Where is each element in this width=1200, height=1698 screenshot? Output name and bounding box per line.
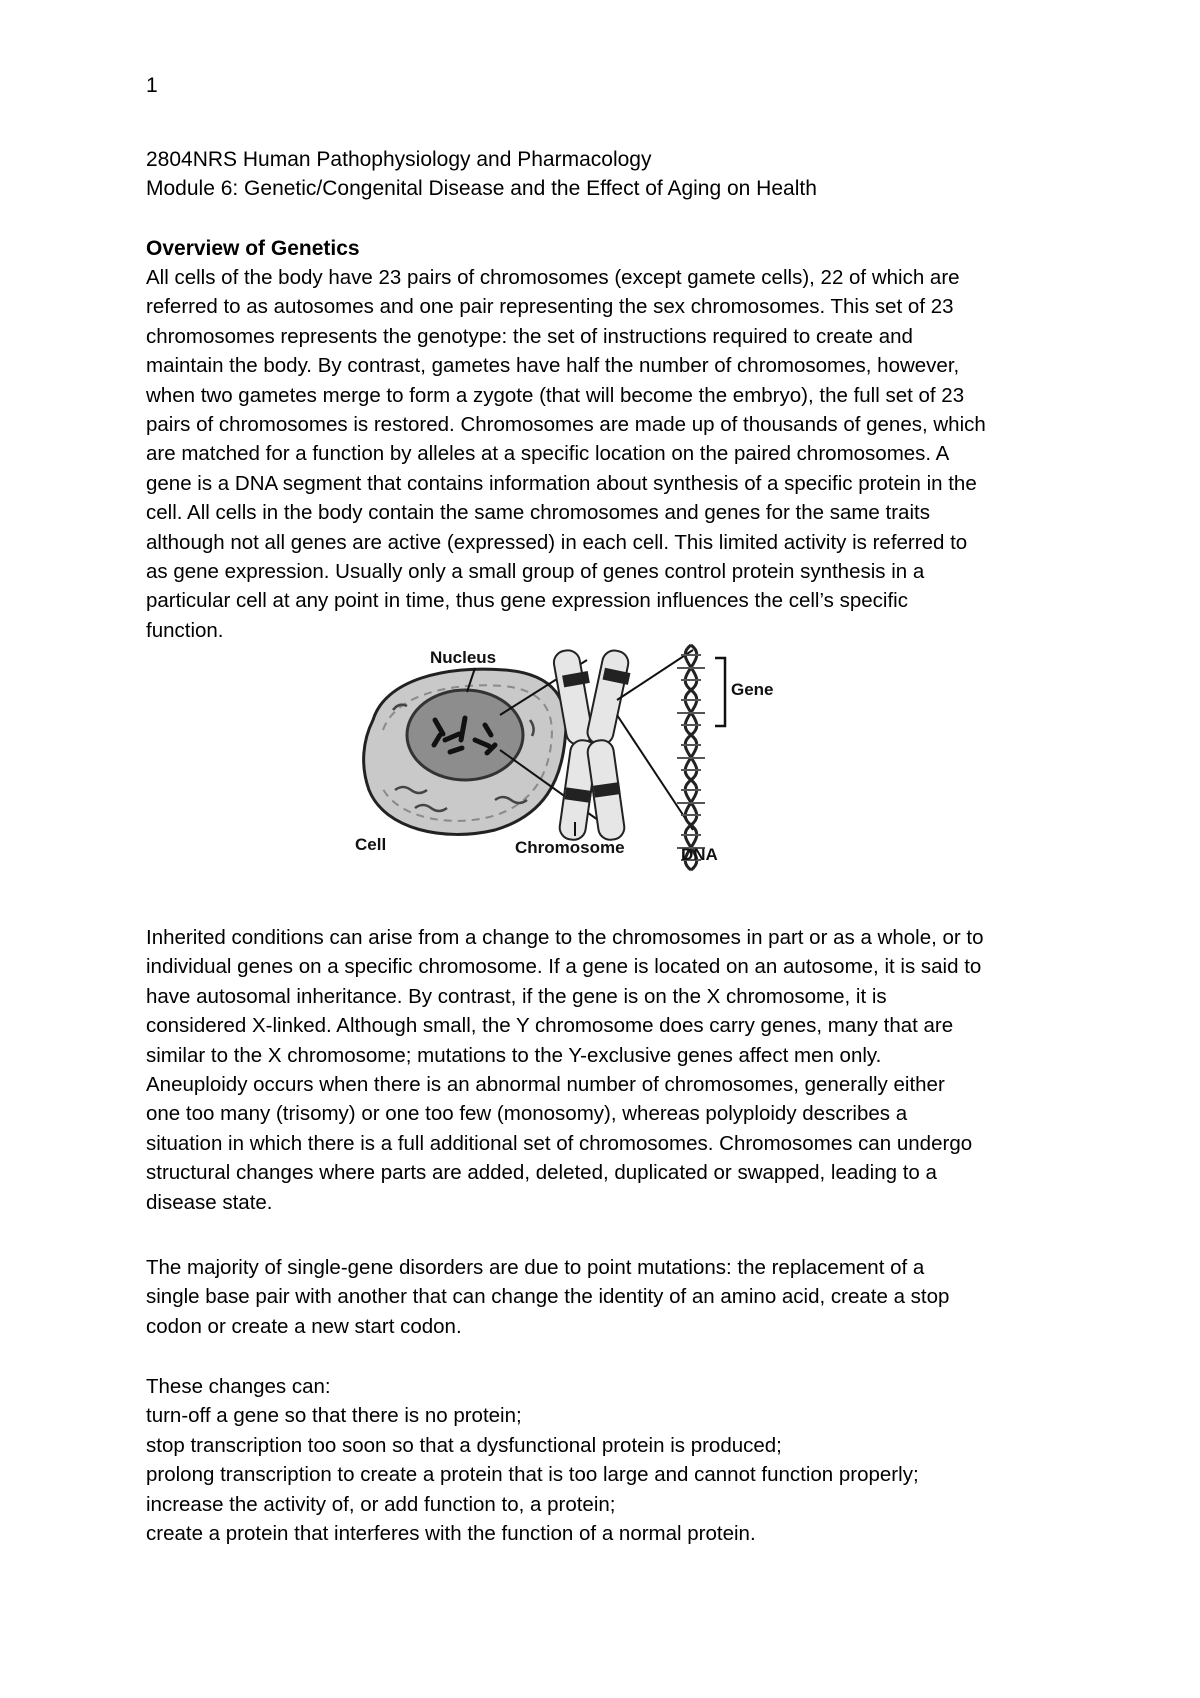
list-item: create a protein that interferes with the function of a normal protein. <box>146 1522 756 1546</box>
text-line: gene is a DNA segment that contains information about synthesis of a specific protein in the <box>146 471 977 495</box>
course-title: 2804NRS Human Pathophysiology and Pharmacology <box>146 148 652 171</box>
text-line: codon or create a new start codon. <box>146 1314 462 1338</box>
module-title: Module 6: Genetic/Congenital Disease and the Effect of Aging on Health <box>146 177 817 200</box>
nucleus-shape <box>407 690 523 780</box>
list-item: prolong transcription to create a protein that is too large and cannot function properly; <box>146 1463 919 1487</box>
label-chromosome: Chromosome <box>515 838 625 857</box>
page-number: 1 <box>146 74 158 97</box>
paragraph-point-mutations <box>146 1253 1076 1341</box>
text-line: pairs of chromosomes is restored. Chromosomes are made up of thousands of genes, which <box>146 413 986 437</box>
text-line: maintain the body. By contrast, gametes have half the number of chromosomes, however, <box>146 354 960 378</box>
list-item: increase the activity of, or add function to, a protein; <box>146 1492 616 1516</box>
text-line: The majority of single-gene disorders are due to point mutations: the replacement of a <box>146 1256 925 1279</box>
figure-illustration <box>355 640 825 885</box>
text-line: one too many (trisomy) or one too few (monosomy), whereas polyploidy describes a <box>146 1102 908 1126</box>
text-line: considered X-linked. Although small, the Y chromosome does carry genes, many that are <box>146 1014 954 1038</box>
text-line: All cells of the body have 23 pairs of chromosomes (except gamete cells), 22 of which are <box>146 266 960 289</box>
text-line: referred to as autosomes and one pair representing the sex chromosomes. This set of 23 <box>146 295 954 319</box>
text-line: These changes can: <box>146 1375 331 1398</box>
text-line: situation in which there is a full additional set of chromosomes. Chromosomes can undergo <box>146 1131 973 1155</box>
label-cell: Cell <box>355 835 387 854</box>
label-gene: Gene <box>731 680 774 699</box>
text-line: disease state. <box>146 1190 273 1214</box>
paragraph-changes-list <box>146 1372 1076 1548</box>
text-line: individual genes on a specific chromosome. If a gene is located on an autosome, it is said to <box>146 955 982 979</box>
gene-bracket <box>715 658 725 726</box>
paragraph-inherited-conditions <box>146 923 1076 1217</box>
text-line: structural changes where parts are added, deleted, duplicated or swapped, leading to a <box>146 1161 937 1185</box>
label-dna: DNA <box>681 845 718 864</box>
list-item: stop transcription too soon so that a dysfunctional protein is produced; <box>146 1433 782 1457</box>
list-item: turn-off a gene so that there is no protein; <box>146 1404 522 1428</box>
text-line: although not all genes are active (expressed) in each cell. This limited activity is referred to <box>146 530 968 554</box>
text-line: are matched for a function by alleles at a specific location on the paired chromosomes. A <box>146 442 950 466</box>
text-line: function. <box>146 618 224 642</box>
dna-helix-shape <box>677 645 705 870</box>
text-line: Inherited conditions can arise from a change to the chromosomes in part or as a whole, or to <box>146 926 984 949</box>
text-line: particular cell at any point in time, thus gene expression influences the cell’s specific <box>146 589 908 613</box>
text-line: similar to the X chromosome; mutations to the Y-exclusive genes affect men only. <box>146 1043 882 1067</box>
text-line: cell. All cells in the body contain the same chromosomes and genes for the same traits <box>146 501 930 525</box>
text-line: when two gametes merge to form a zygote (that will become the embryo), the full set of 23 <box>146 383 965 407</box>
text-line: Aneuploidy occurs when there is an abnormal number of chromosomes, generally either <box>146 1073 945 1097</box>
text-line: single base pair with another that can change the identity of an amino acid, create a stop <box>146 1285 950 1309</box>
text-line: have autosomal inheritance. By contrast, if the gene is on the X chromosome, it is <box>146 984 887 1008</box>
paragraph-genetics-overview <box>146 263 1076 645</box>
text-line: chromosomes represents the genotype: the set of instructions required to create and <box>146 324 913 348</box>
section-heading: Overview of Genetics <box>146 237 360 260</box>
cell-chromosome-dna-figure <box>355 640 825 885</box>
text-line: as gene expression. Usually only a small group of genes control protein synthesis in a <box>146 560 925 584</box>
label-nucleus: Nucleus <box>430 648 497 667</box>
